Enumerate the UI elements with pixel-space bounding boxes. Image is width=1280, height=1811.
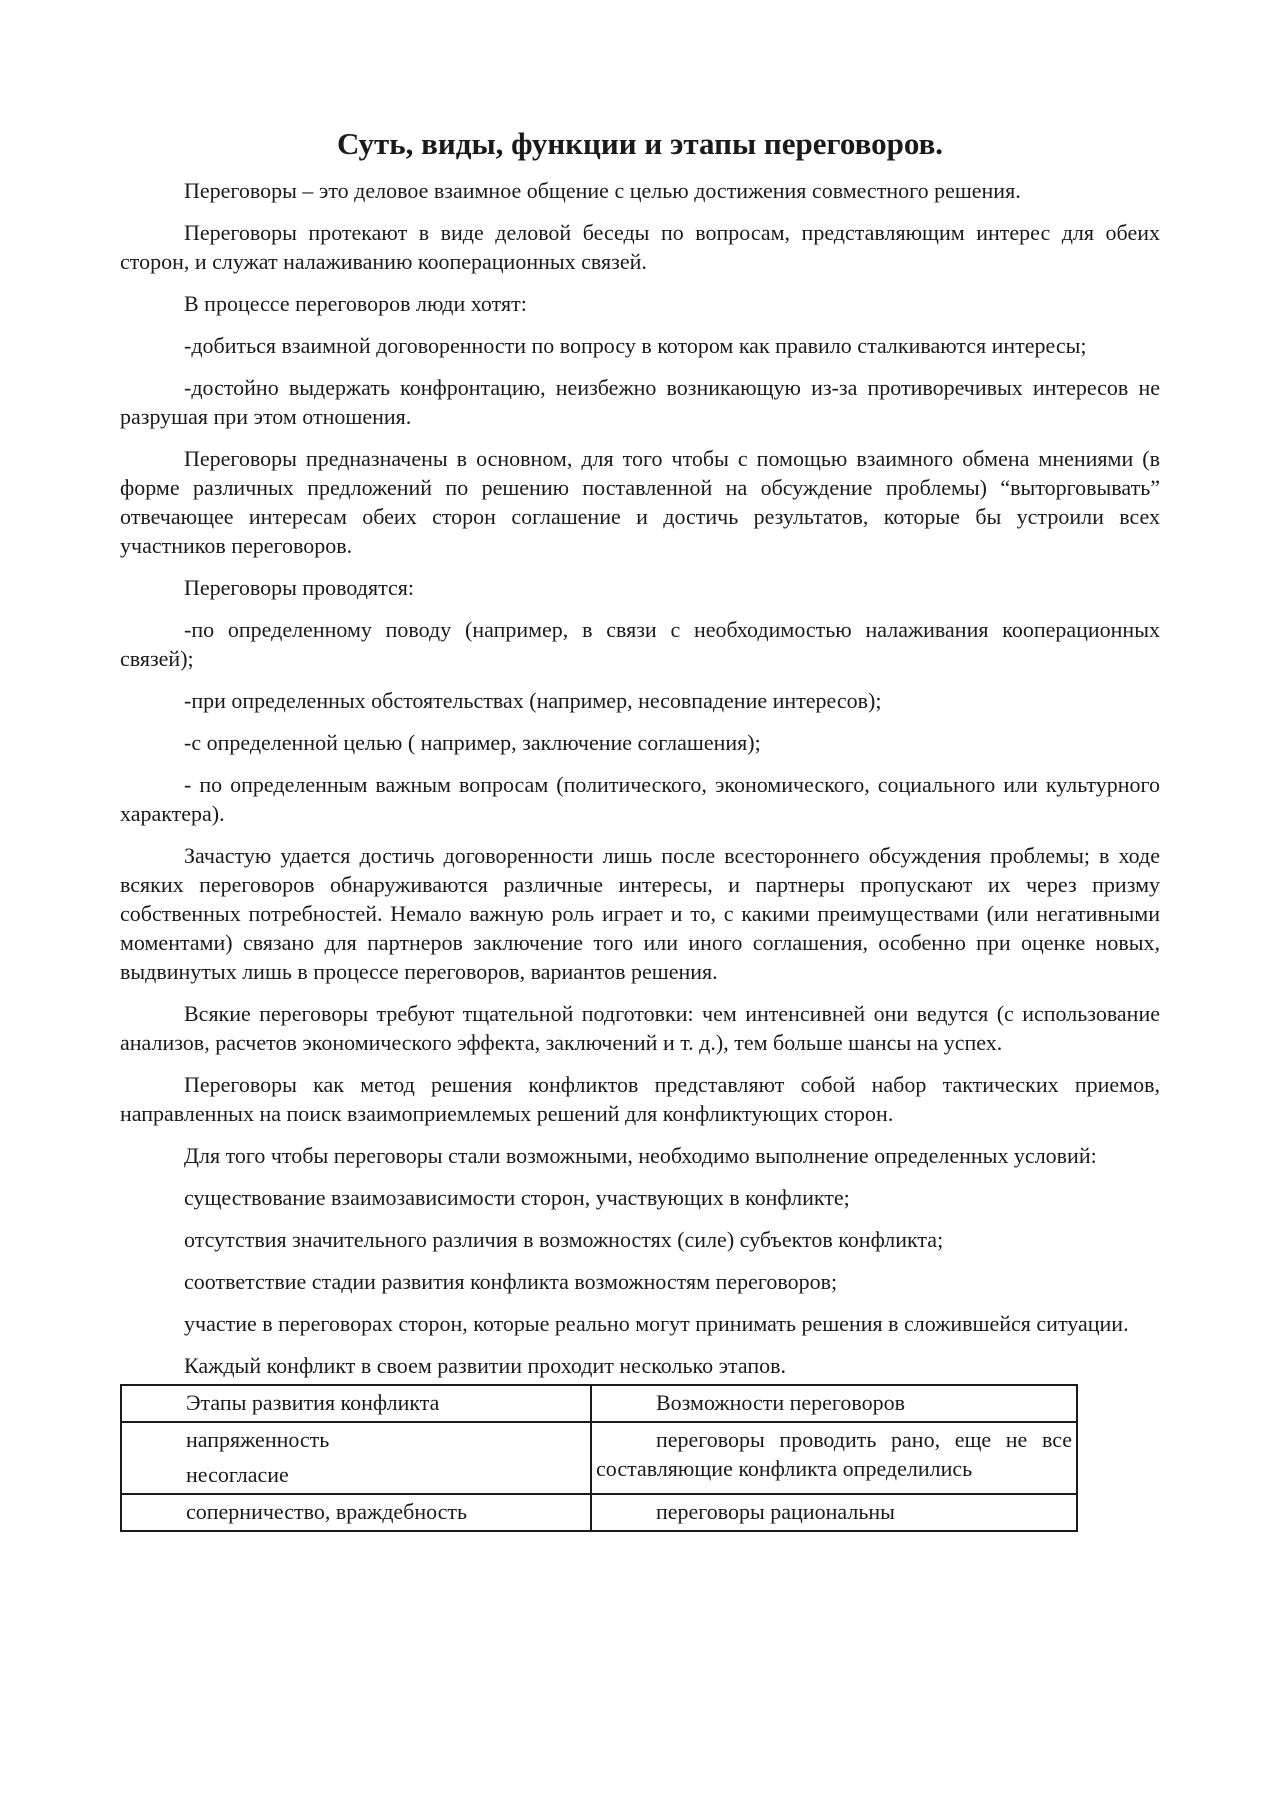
table-cell-possibility: переговоры проводить рано, еще не все составляющие конфликта определились	[591, 1422, 1077, 1494]
paragraph: -при определенных обстоятельствах (например, несовпадение интересов);	[184, 688, 882, 714]
paragraph: Переговоры предназначены в основном, для того чтобы с помощью взаимного обмена мнениями (в форме различных предложений по решению поставленной на обсуждение проблемы) “выторговывать” отвечающее интересам обеих сторон соглашение и достичь результатов, которые бы устроили всех участников переговоров.	[120, 446, 1160, 559]
table-row	[121, 1422, 1077, 1494]
paragraph: Для того чтобы переговоры стали возможными, необходимо выполнение определенных условий:	[184, 1143, 1097, 1169]
paragraph: отсутствия значительного различия в возможностях (силе) субъектов конфликта;	[184, 1227, 944, 1253]
stage-line: напряженность	[186, 1427, 330, 1453]
table-cell-possibility: переговоры рациональны	[591, 1494, 1077, 1531]
paragraph: Всякие переговоры требуют тщательной подготовки: чем интенсивней они ведутся (с использование анализов, расчетов экономического эффекта, заключений и т. д.), тем больше шансы на успех.	[120, 1001, 1160, 1056]
paragraph: Зачастую удается достичь договоренности лишь после всестороннего обсуждения проблемы; в ходе всяких переговоров обнаруживаются различные интересы, и партнеры пропускают их через призму собственных потребностей. Немало важную роль играет и то, с какими преимуществами (или негативными моментами) связано для партнеров заключение того или иного соглашения, особенно при оценке новых, выдвинутых лишь в процессе переговоров, вариантов решения.	[120, 843, 1160, 985]
paragraph: Переговоры как метод решения конфликтов представляют собой набор тактических приемов, направленных на поиск взаимоприемлемых решений для конфликтующих сторон.	[120, 1072, 1160, 1127]
paragraph: Переговоры – это деловое взаимное общение с целью достижения совместного решения.	[184, 178, 1021, 204]
table-row	[121, 1494, 1077, 1531]
paragraph: -достойно выдержать конфронтацию, неизбежно возникающую из-за противоречивых интересов не разрушая при этом отношения.	[120, 375, 1160, 430]
paragraph: -по определенному поводу (например, в связи с необходимостью налаживания кооперационных связей);	[120, 617, 1160, 672]
stage-line: соперничество, враждебность	[186, 1499, 468, 1525]
document-title: Суть, виды, функции и этапы переговоров.	[336, 126, 944, 161]
paragraph: -добиться взаимной договоренности по вопросу в котором как правило сталкиваются интересы;	[184, 333, 1087, 359]
paragraph: -с определенной целью ( например, заключение соглашения);	[184, 730, 761, 756]
table-header-cell: Возможности переговоров	[591, 1385, 1077, 1422]
table-header-row	[121, 1385, 1077, 1422]
document-body	[120, 125, 1160, 1532]
paragraph: существование взаимозависимости сторон, участвующих в конфликте;	[184, 1185, 850, 1211]
stage-line: несогласие	[186, 1462, 289, 1488]
conflict-stages-table	[120, 1384, 1078, 1532]
table-header-cell: Этапы развития конфликта	[121, 1385, 591, 1422]
paragraph: - по определенным важным вопросам (политического, экономического, социального или культурного характера).	[120, 772, 1160, 827]
paragraph: соответствие стадии развития конфликта возможностям переговоров;	[184, 1269, 838, 1295]
paragraph: Переговоры проводятся:	[184, 575, 414, 601]
paragraph: Каждый конфликт в своем развитии проходит несколько этапов.	[184, 1353, 787, 1379]
table-cell-stage	[121, 1494, 591, 1531]
paragraph: участие в переговорах сторон, которые реально могут принимать решения в сложившейся ситуации.	[184, 1311, 1129, 1337]
table-cell-stage	[121, 1422, 591, 1494]
paragraph: В процессе переговоров люди хотят:	[184, 291, 527, 317]
paragraph: Переговоры протекают в виде деловой беседы по вопросам, представляющим интерес для обеих сторон, и служат налаживанию кооперационных связей.	[120, 220, 1160, 275]
